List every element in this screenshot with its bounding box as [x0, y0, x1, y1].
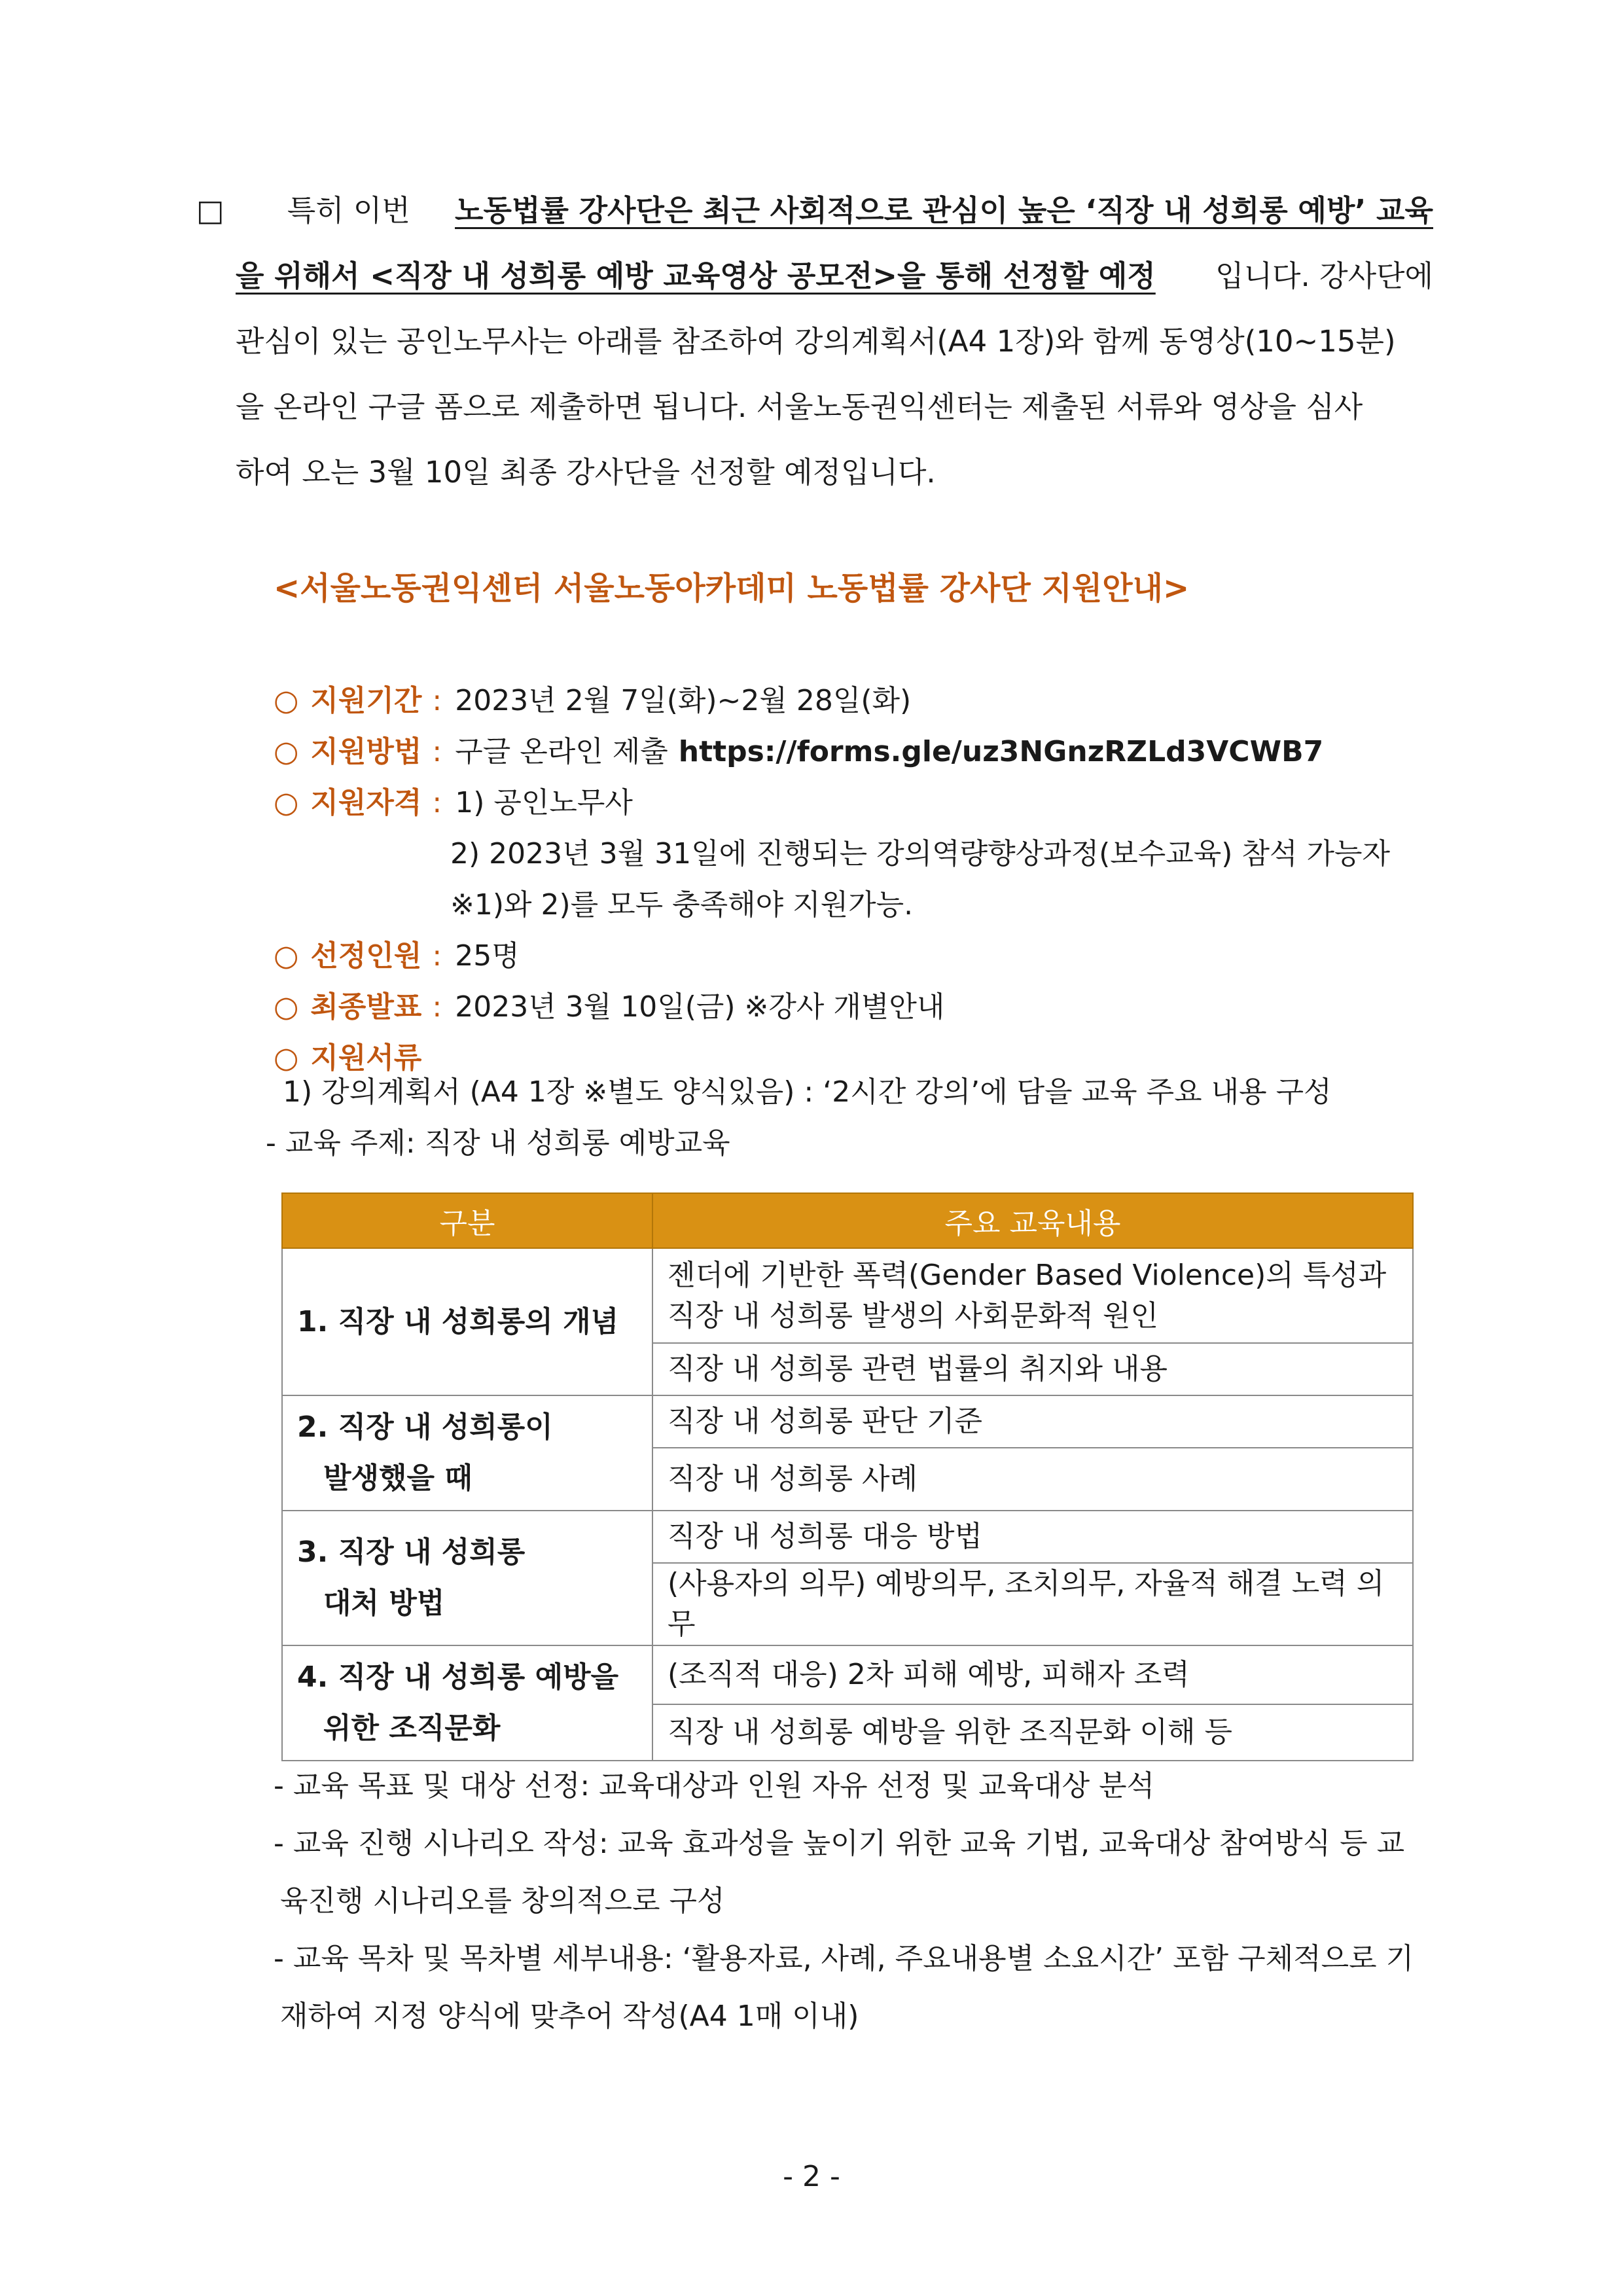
application-info — [274, 675, 1390, 1084]
content-line: 직장 내 성희롱 발생의 사회문화적 원인 — [668, 1299, 1158, 1333]
count-value: 25명 — [455, 939, 520, 973]
content-cell — [652, 1248, 1413, 1343]
toc-line-2: 재하여 지정 양식에 맞추어 작성(A4 1매 이내) — [280, 2000, 859, 2033]
intro-bullet: □ — [196, 193, 224, 228]
intro-line-1 — [196, 178, 1433, 243]
category-cell — [282, 1395, 652, 1511]
category-line-1: 2. 직장 내 성희롱이 — [297, 1410, 553, 1444]
table-row — [282, 1511, 1413, 1563]
circle-bullet-icon: ○ — [274, 735, 299, 768]
plan-topic: - 교육 주제: 직장 내 성희롱 예방교육 — [266, 1126, 730, 1160]
intro-line-4: 을 온라인 구글 폼으로 제출하면 됩니다. 서울노동권익센터는 제출된 서류와 영상을 심사 — [236, 389, 1363, 424]
intro-line-5: 하여 오는 3월 10일 최종 강사단을 선정할 예정입니다. — [236, 455, 936, 490]
intro-lead: 특히 이번 — [287, 193, 410, 228]
table-header-row — [282, 1193, 1413, 1248]
content-cell: 직장 내 성희롱 사례 — [652, 1448, 1413, 1511]
qualification-note: ※1)와 2)를 모두 충족해야 지원가능. — [450, 888, 914, 922]
content-line: 젠더에 기반한 폭력(Gender Based Violence)의 특성과 — [668, 1258, 1387, 1292]
content-cell: 직장 내 성희롱 예방을 위한 조직문화 이해 등 — [652, 1704, 1413, 1761]
category-line-2: 대처 방법 — [323, 1587, 445, 1620]
header-category: 구분 — [282, 1193, 652, 1248]
circle-bullet-icon: ○ — [274, 939, 299, 973]
page-number: - 2 - — [783, 2160, 840, 2193]
application-form-link[interactable]: https://forms.gle/uz3NGnzRZLd3VCWB7 — [678, 735, 1324, 768]
table-row — [282, 1395, 1413, 1448]
content-cell: 직장 내 성희롱 관련 법률의 취지와 내용 — [652, 1343, 1413, 1395]
scenario-line-1: - 교육 진행 시나리오 작성: 교육 효과성을 높이기 위한 교육 기법, 교육대상 참여방식 등 교 — [274, 1827, 1405, 1860]
circle-bullet-icon: ○ — [274, 684, 299, 717]
intro-emphasis-1: 노동법률 강사단은 최근 사회적으로 관심이 높은 ‘직장 내 성희롱 예방’ 교육 — [455, 193, 1433, 228]
qualification-2: 2) 2023년 3월 31일에 진행되는 강의역량향상과정(보수교육) 참석 가능자 — [450, 837, 1390, 870]
category-cell — [282, 1511, 652, 1645]
period-label: 지원기간 — [310, 684, 422, 717]
circle-bullet-icon: ○ — [274, 786, 299, 819]
category-cell — [282, 1248, 652, 1395]
category-line-1: 4. 직장 내 성희롱 예방을 — [297, 1660, 619, 1694]
method-value: 구글 온라인 제출 — [455, 735, 668, 768]
label-colon: : — [432, 990, 442, 1024]
docs-label: 지원서류 — [310, 1041, 422, 1075]
count-label: 선정인원 — [310, 939, 422, 973]
category-line-2: 발생했을 때 — [323, 1462, 473, 1495]
final-label: 최종발표 — [310, 990, 422, 1024]
category-line-1: 1. 직장 내 성희롱의 개념 — [297, 1304, 619, 1338]
intro-emphasis-2: 을 위해서 <직장 내 성희롱 예방 교육영상 공모전>을 통해 선정할 예정 — [236, 259, 1156, 293]
label-colon: : — [432, 684, 442, 717]
notice-title: <서울노동권익센터 서울노동아카데미 노동법률 강사단 지원안내> — [274, 570, 1190, 607]
goal-line: - 교육 목표 및 대상 선정: 교육대상과 인원 자유 선정 및 교육대상 분석 — [274, 1769, 1155, 1803]
intro-paragraph — [196, 178, 1433, 505]
intro-line-2 — [196, 243, 1433, 309]
qualification-label: 지원자격 — [310, 786, 422, 819]
category-line-1: 3. 직장 내 성희롱 — [297, 1535, 526, 1569]
info-period — [274, 675, 1390, 726]
content-cell: (조직적 대응) 2차 피해 예방, 피해자 조력 — [652, 1645, 1413, 1704]
plan-details — [274, 1757, 1414, 2045]
content-cell: (사용자의 의무) 예방의무, 조치의무, 자율적 해결 노력 의무 — [652, 1563, 1413, 1645]
info-final — [274, 982, 1390, 1033]
education-outline-table — [281, 1193, 1414, 1761]
info-method — [274, 726, 1390, 778]
info-qualification — [274, 778, 1390, 829]
scenario-line-2: 육진행 시나리오를 창의적으로 구성 — [280, 1884, 725, 1918]
label-colon: : — [432, 786, 442, 819]
label-colon: : — [432, 735, 442, 768]
intro-line-2-tail: 입니다. 강사단에 — [1215, 259, 1433, 293]
table-row — [282, 1248, 1413, 1343]
plan-item-1: 1) 강의계획서 (A4 1장 ※별도 양식있음) : ‘2시간 강의’에 담을 교육 주요 내용 구성 — [283, 1075, 1332, 1109]
qualification-1: 1) 공인노무사 — [455, 786, 633, 819]
category-cell — [282, 1645, 652, 1761]
period-value: 2023년 2월 7일(화)~2월 28일(화) — [455, 684, 912, 717]
lecture-plan — [266, 1067, 1332, 1169]
circle-bullet-icon: ○ — [274, 1041, 299, 1075]
content-cell: 직장 내 성희롱 대응 방법 — [652, 1511, 1413, 1563]
content-cell: 직장 내 성희롱 판단 기준 — [652, 1395, 1413, 1448]
method-label: 지원방법 — [310, 735, 422, 768]
table-row — [282, 1645, 1413, 1704]
intro-line-3: 관심이 있는 공인노무사는 아래를 참조하여 강의계획서(A4 1장)와 함께 동영상(10~15분) — [236, 324, 1396, 359]
toc-line-1: - 교육 목차 및 목차별 세부내용: ‘활용자료, 사례, 주요내용별 소요시간’ 포함 구체적으로 기 — [274, 1942, 1414, 1975]
circle-bullet-icon: ○ — [274, 990, 299, 1024]
info-count — [274, 931, 1390, 982]
category-line-2: 위한 조직문화 — [323, 1712, 501, 1745]
header-content: 주요 교육내용 — [652, 1193, 1413, 1248]
label-colon: : — [432, 939, 442, 973]
final-value: 2023년 3월 10일(금) ※강사 개별안내 — [455, 990, 945, 1024]
